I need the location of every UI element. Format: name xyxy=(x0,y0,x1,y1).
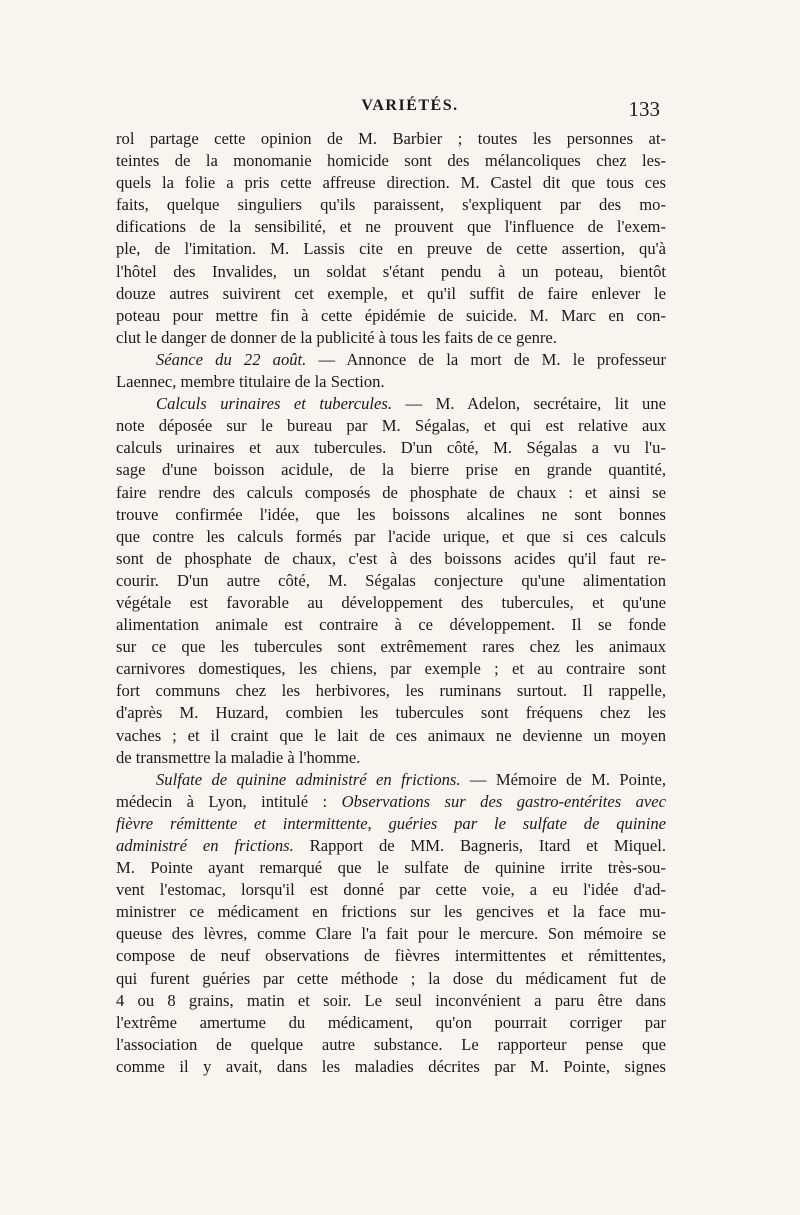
text-line: sage d'une boisson acidule, de la bierre prise en grande quantité, xyxy=(116,460,666,480)
text-line: M. Pointe ayant remarqué que le sulfate de quinine irrite très-sou- xyxy=(116,858,666,878)
text-line: quels la folie a pris cette affreuse direction. M. Castel dit que tous ces xyxy=(116,173,666,193)
text-line: l'hôtel des Invalides, un soldat s'étant pendu à un poteau, bientôt xyxy=(116,261,666,281)
text-line: queuse des lèvres, comme Clare l'a fait pour le mercure. Son mémoire se xyxy=(116,924,666,944)
text-line: Laennec, membre titulaire de la Section. xyxy=(116,372,385,392)
section-heading-line: Séance du 22 août. — Annonce de la mort de M. le professeur xyxy=(156,349,666,369)
text-line: fort communs chez les herbivores, les ruminans surtout. Il rappelle, xyxy=(116,681,666,701)
text-line: vaches ; et il craint que le lait de ces animaux ne devienne un moyen xyxy=(116,725,666,745)
text-line: administré en frictions. Rapport de MM. Bagneris, Itard et Miquel. xyxy=(116,836,666,855)
text-line: d'après M. Huzard, combien les tubercules sont fréquens chez les xyxy=(116,703,666,723)
text-line: calculs urinaires et aux tubercules. D'un côté, M. Ségalas a vu l'u- xyxy=(116,438,666,458)
section-heading: Calculs urinaires et tubercules. xyxy=(156,394,393,414)
memoir-title: fièvre rémittente et intermittente, guéries par le sulfate de quinine xyxy=(116,813,666,833)
section-heading: Sulfate de quinine administré en frictions. xyxy=(156,769,461,789)
text-line: trouve confirmée l'idée, que les boissons alcalines ne sont bonnes xyxy=(116,504,666,524)
text-line: vent l'estomac, lorsqu'il est donné par cette voie, a eu l'idée d'ad- xyxy=(116,880,666,900)
text-line: faits, quelque singuliers qu'ils paraissent, s'expliquent par des mo- xyxy=(116,195,666,215)
text-line: compose de neuf observations de fièvres intermittentes et rémittentes, xyxy=(116,946,666,966)
text-line: rol partage cette opinion de M. Barbier ; toutes les personnes at- xyxy=(116,129,666,148)
page-number: 133 xyxy=(628,97,660,121)
page-header xyxy=(0,97,800,123)
memoir-title: Observations sur des gastro-entérites avec xyxy=(341,791,666,811)
text-line: note déposée sur le bureau par M. Ségalas, et qui est relative aux xyxy=(116,416,666,436)
text-line: l'association de quelque autre substance. Le rapporteur pense que xyxy=(116,1034,666,1054)
text-line: 4 ou 8 grains, matin et soir. Le seul inconvénient a paru être dans xyxy=(116,990,666,1010)
text-line xyxy=(116,813,666,835)
text-line: carnivores domestiques, les chiens, par exemple ; et au contraire sont xyxy=(116,659,666,679)
text-line: végétale est favorable au développement des tubercules, et qu'une xyxy=(116,592,666,612)
text-line: faire rendre des calculs composés de phosphate de chaux : et ainsi se xyxy=(116,482,666,502)
running-title: VARIÉTÉS. xyxy=(361,97,459,114)
text-line: de transmettre la maladie à l'homme. xyxy=(116,747,361,767)
text-line: courir. D'un autre côté, M. Ségalas conjecture qu'une alimentation xyxy=(116,570,666,590)
text-line: l'extrême amertume du médicament, qu'on pourrait corriger par xyxy=(116,1012,666,1032)
text-line: ministrer ce médicament en frictions sur les gencives et la face mu- xyxy=(116,902,666,922)
text-line: ple, de l'imitation. M. Lassis cite en preuve de cette assertion, qu'à xyxy=(116,239,666,259)
body-text xyxy=(116,128,666,1078)
memoir-title: administré en frictions. xyxy=(116,836,294,855)
text-line: douze autres suivirent cet exemple, et qu'il suffit de faire enlever le xyxy=(116,283,666,303)
text-line: sur ce que les tubercules sont extrêmement rares chez les animaux xyxy=(116,637,666,657)
text-line: alimentation animale est contraire à ce développement. Il se fonde xyxy=(116,615,666,635)
text-line: poteau pour mettre fin à cette épidémie de suicide. M. Marc en con- xyxy=(116,305,666,325)
text-line: médecin à Lyon, intitulé : Observations sur des gastro-entérites avec xyxy=(116,791,666,811)
section-heading-line: Calculs urinaires et tubercules. — M. Adelon, secrétaire, lit une xyxy=(156,394,666,414)
section-heading: Séance du 22 août. xyxy=(156,349,307,369)
text-line: qui furent guéries par cette méthode ; la dose du médicament fut de xyxy=(116,968,666,988)
section-heading-line: Sulfate de quinine administré en frictions. — Mémoire de M. Pointe, xyxy=(156,769,666,789)
text-line: sont de phosphate de chaux, c'est à des boissons acides qu'il faut re- xyxy=(116,548,666,568)
text-line: que contre les calculs formés par l'acide urique, et que si ces calculs xyxy=(116,526,666,546)
text-line: teintes de la monomanie homicide sont des mélancoliques chez les- xyxy=(116,151,666,171)
text-line: clut le danger de donner de la publicité à tous les faits de ce genre. xyxy=(116,327,557,347)
text-line: difications de la sensibilité, et ne prouvent que l'influence de l'exem- xyxy=(116,217,666,237)
text-line: comme il y avait, dans les maladies décrites par M. Pointe, signes xyxy=(116,1056,666,1076)
